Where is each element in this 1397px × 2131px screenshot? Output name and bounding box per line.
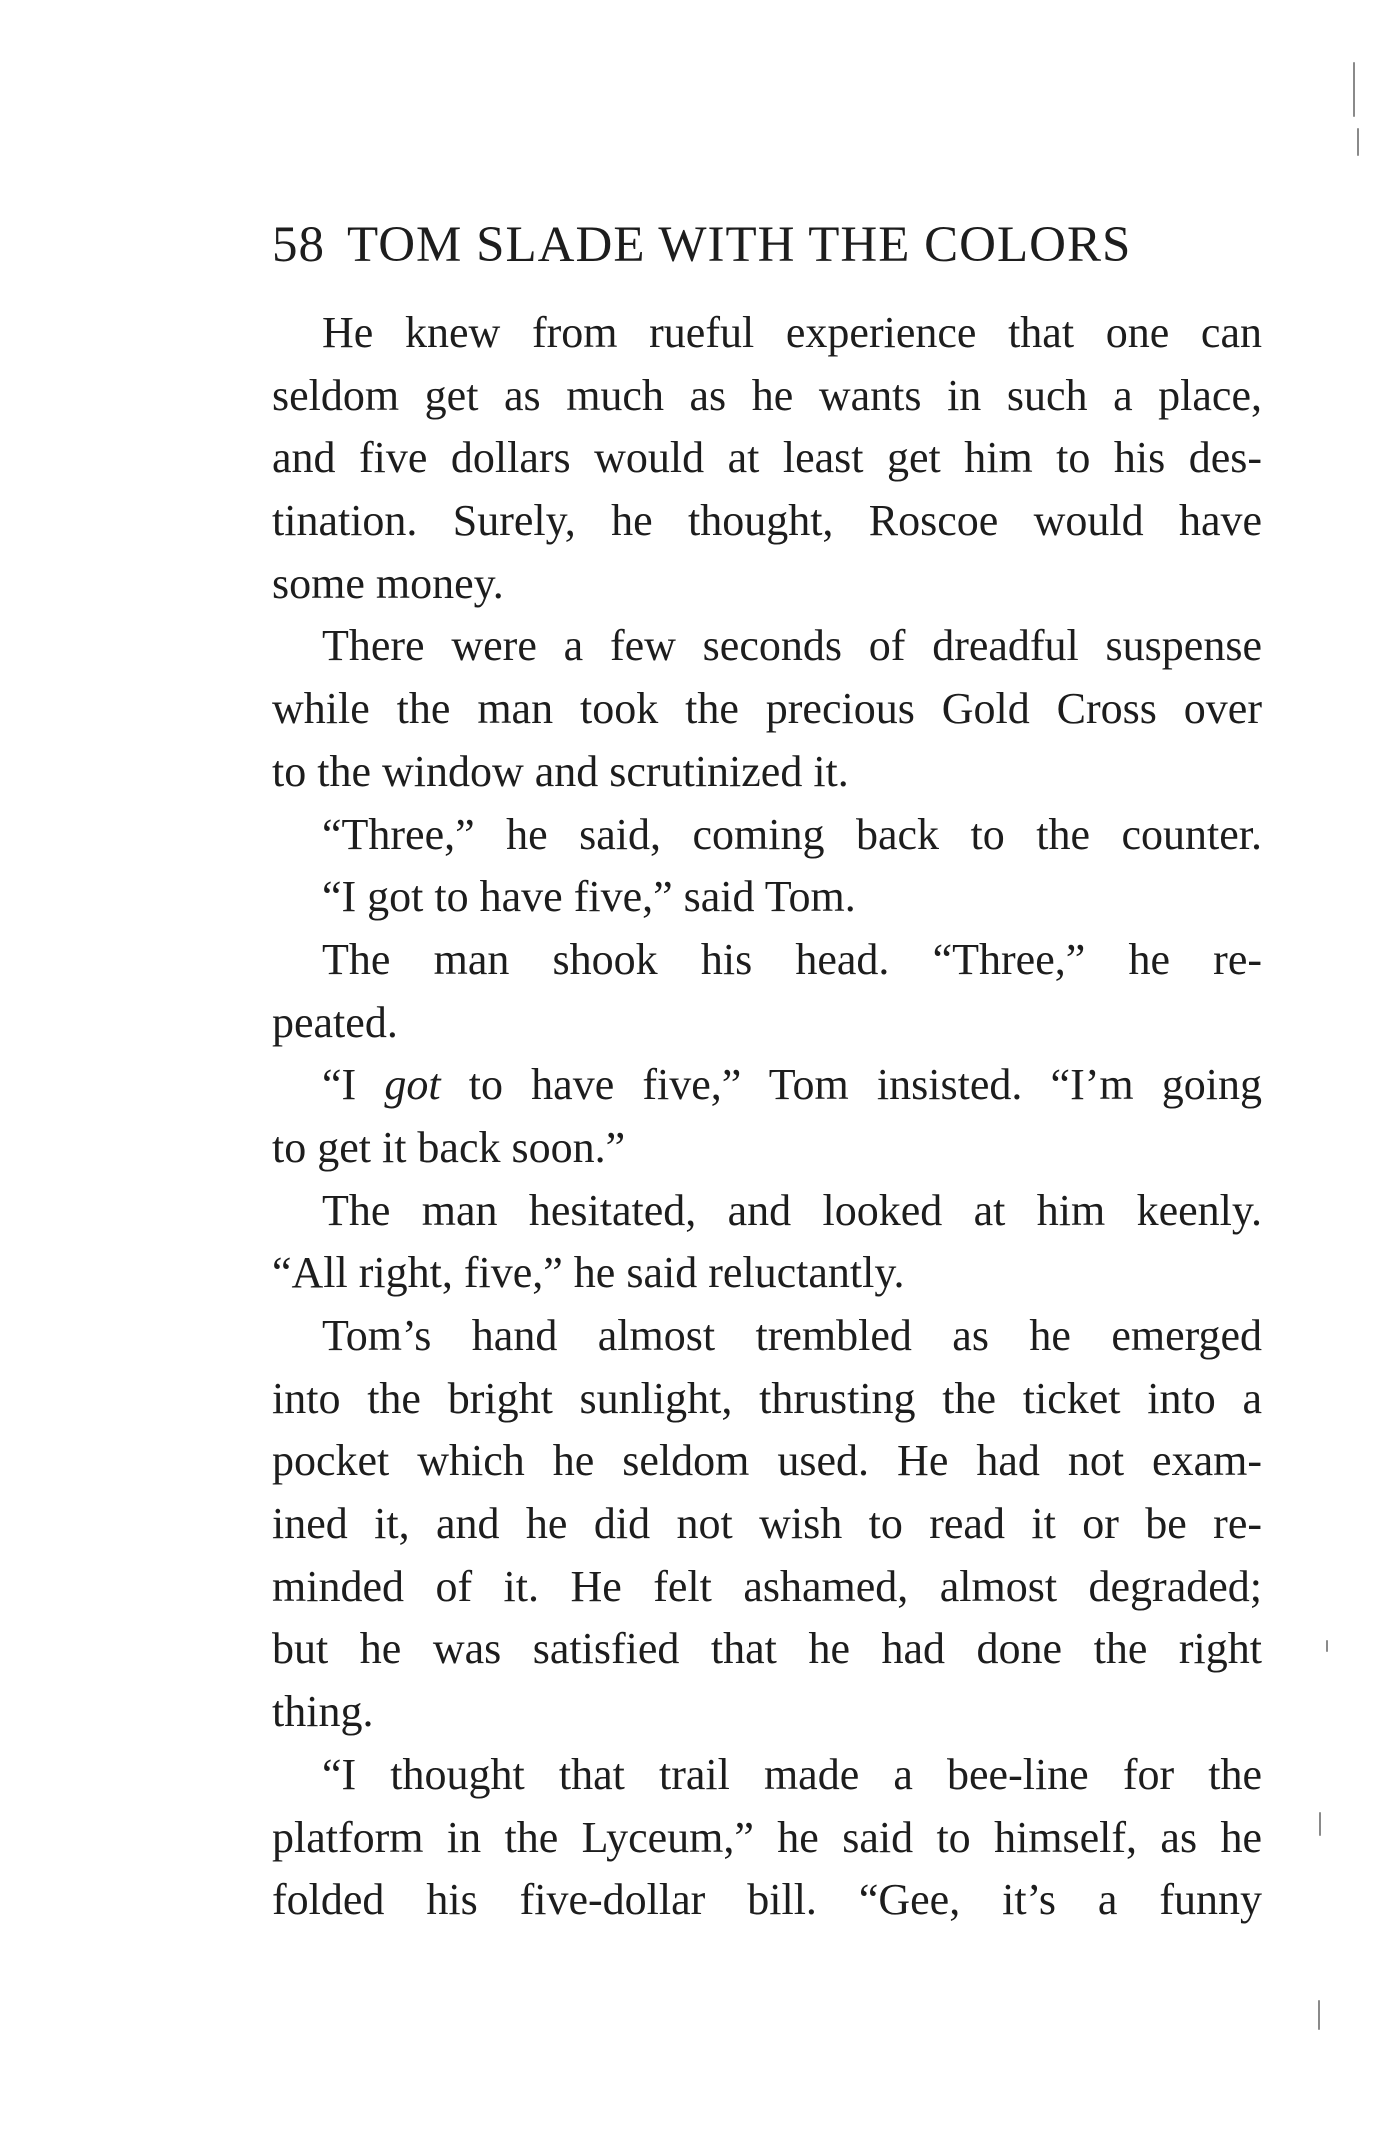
text-line: seldom get as much as he wants in such a place, [272,370,1262,420]
text-line: There were a few seconds of dreadful suspense [322,621,1262,671]
scan-speck [1353,62,1355,117]
text-line: some money. [272,558,504,608]
running-head [272,215,1262,275]
text-line: and five dollars would at least get him to his des- [272,433,1262,483]
text-line: tination. Surely, he thought, Roscoe would have [272,496,1262,546]
text-line: into the bright sunlight, thrusting the ticket into a [272,1373,1262,1423]
text-line: to the window and scrutinized it. [272,746,849,796]
text-line: The man shook his head. “Three,” he re- [322,934,1262,984]
text-run: “I [322,1060,385,1110]
text-line: to get it back soon.” [272,1122,626,1172]
text-line: platform in the Lyceum,” he said to himself, as he [272,1812,1262,1862]
text-line: but he was satisfied that he had done the right [272,1624,1262,1674]
scan-speck [1326,1640,1328,1652]
page-number: 58 [272,217,325,273]
text-line: folded his five-dollar bill. “Gee, it’s a funny [272,1875,1262,1925]
text-line: “All right, five,” he said reluctantly. [272,1248,905,1298]
text-line: “Three,” he said, coming back to the counter. [322,809,1262,859]
text-line: “I got to have five,” said Tom. [322,872,856,922]
scan-speck [1318,2000,1320,2030]
text-line: thing. [272,1687,374,1737]
scan-speck [1319,1812,1321,1836]
text-line: minded of it. He felt ashamed, almost degraded; [272,1561,1262,1611]
italic-word: got [384,1060,441,1110]
text-line [272,1054,1262,1117]
scan-speck [1357,128,1359,156]
text-line: “I thought that trail made a bee-line for the [322,1749,1262,1799]
text-run: to have five,” Tom insisted. “I’m going [440,1060,1262,1110]
text-line: while the man took the precious Gold Cross over [272,684,1262,734]
body-text [272,302,1262,1932]
text-line: ined it, and he did not wish to read it or be re- [272,1499,1262,1549]
text-line: Tom’s hand almost trembled as he emerged [322,1311,1262,1360]
text-line: pocket which he seldom used. He had not exam- [272,1436,1262,1486]
text-line: He knew from rueful experience that one can [322,308,1262,357]
text-line: The man hesitated, and looked at him keenly. [322,1185,1262,1235]
running-title: TOM SLADE WITH THE COLORS [347,217,1132,273]
text-line: peated. [272,997,398,1047]
